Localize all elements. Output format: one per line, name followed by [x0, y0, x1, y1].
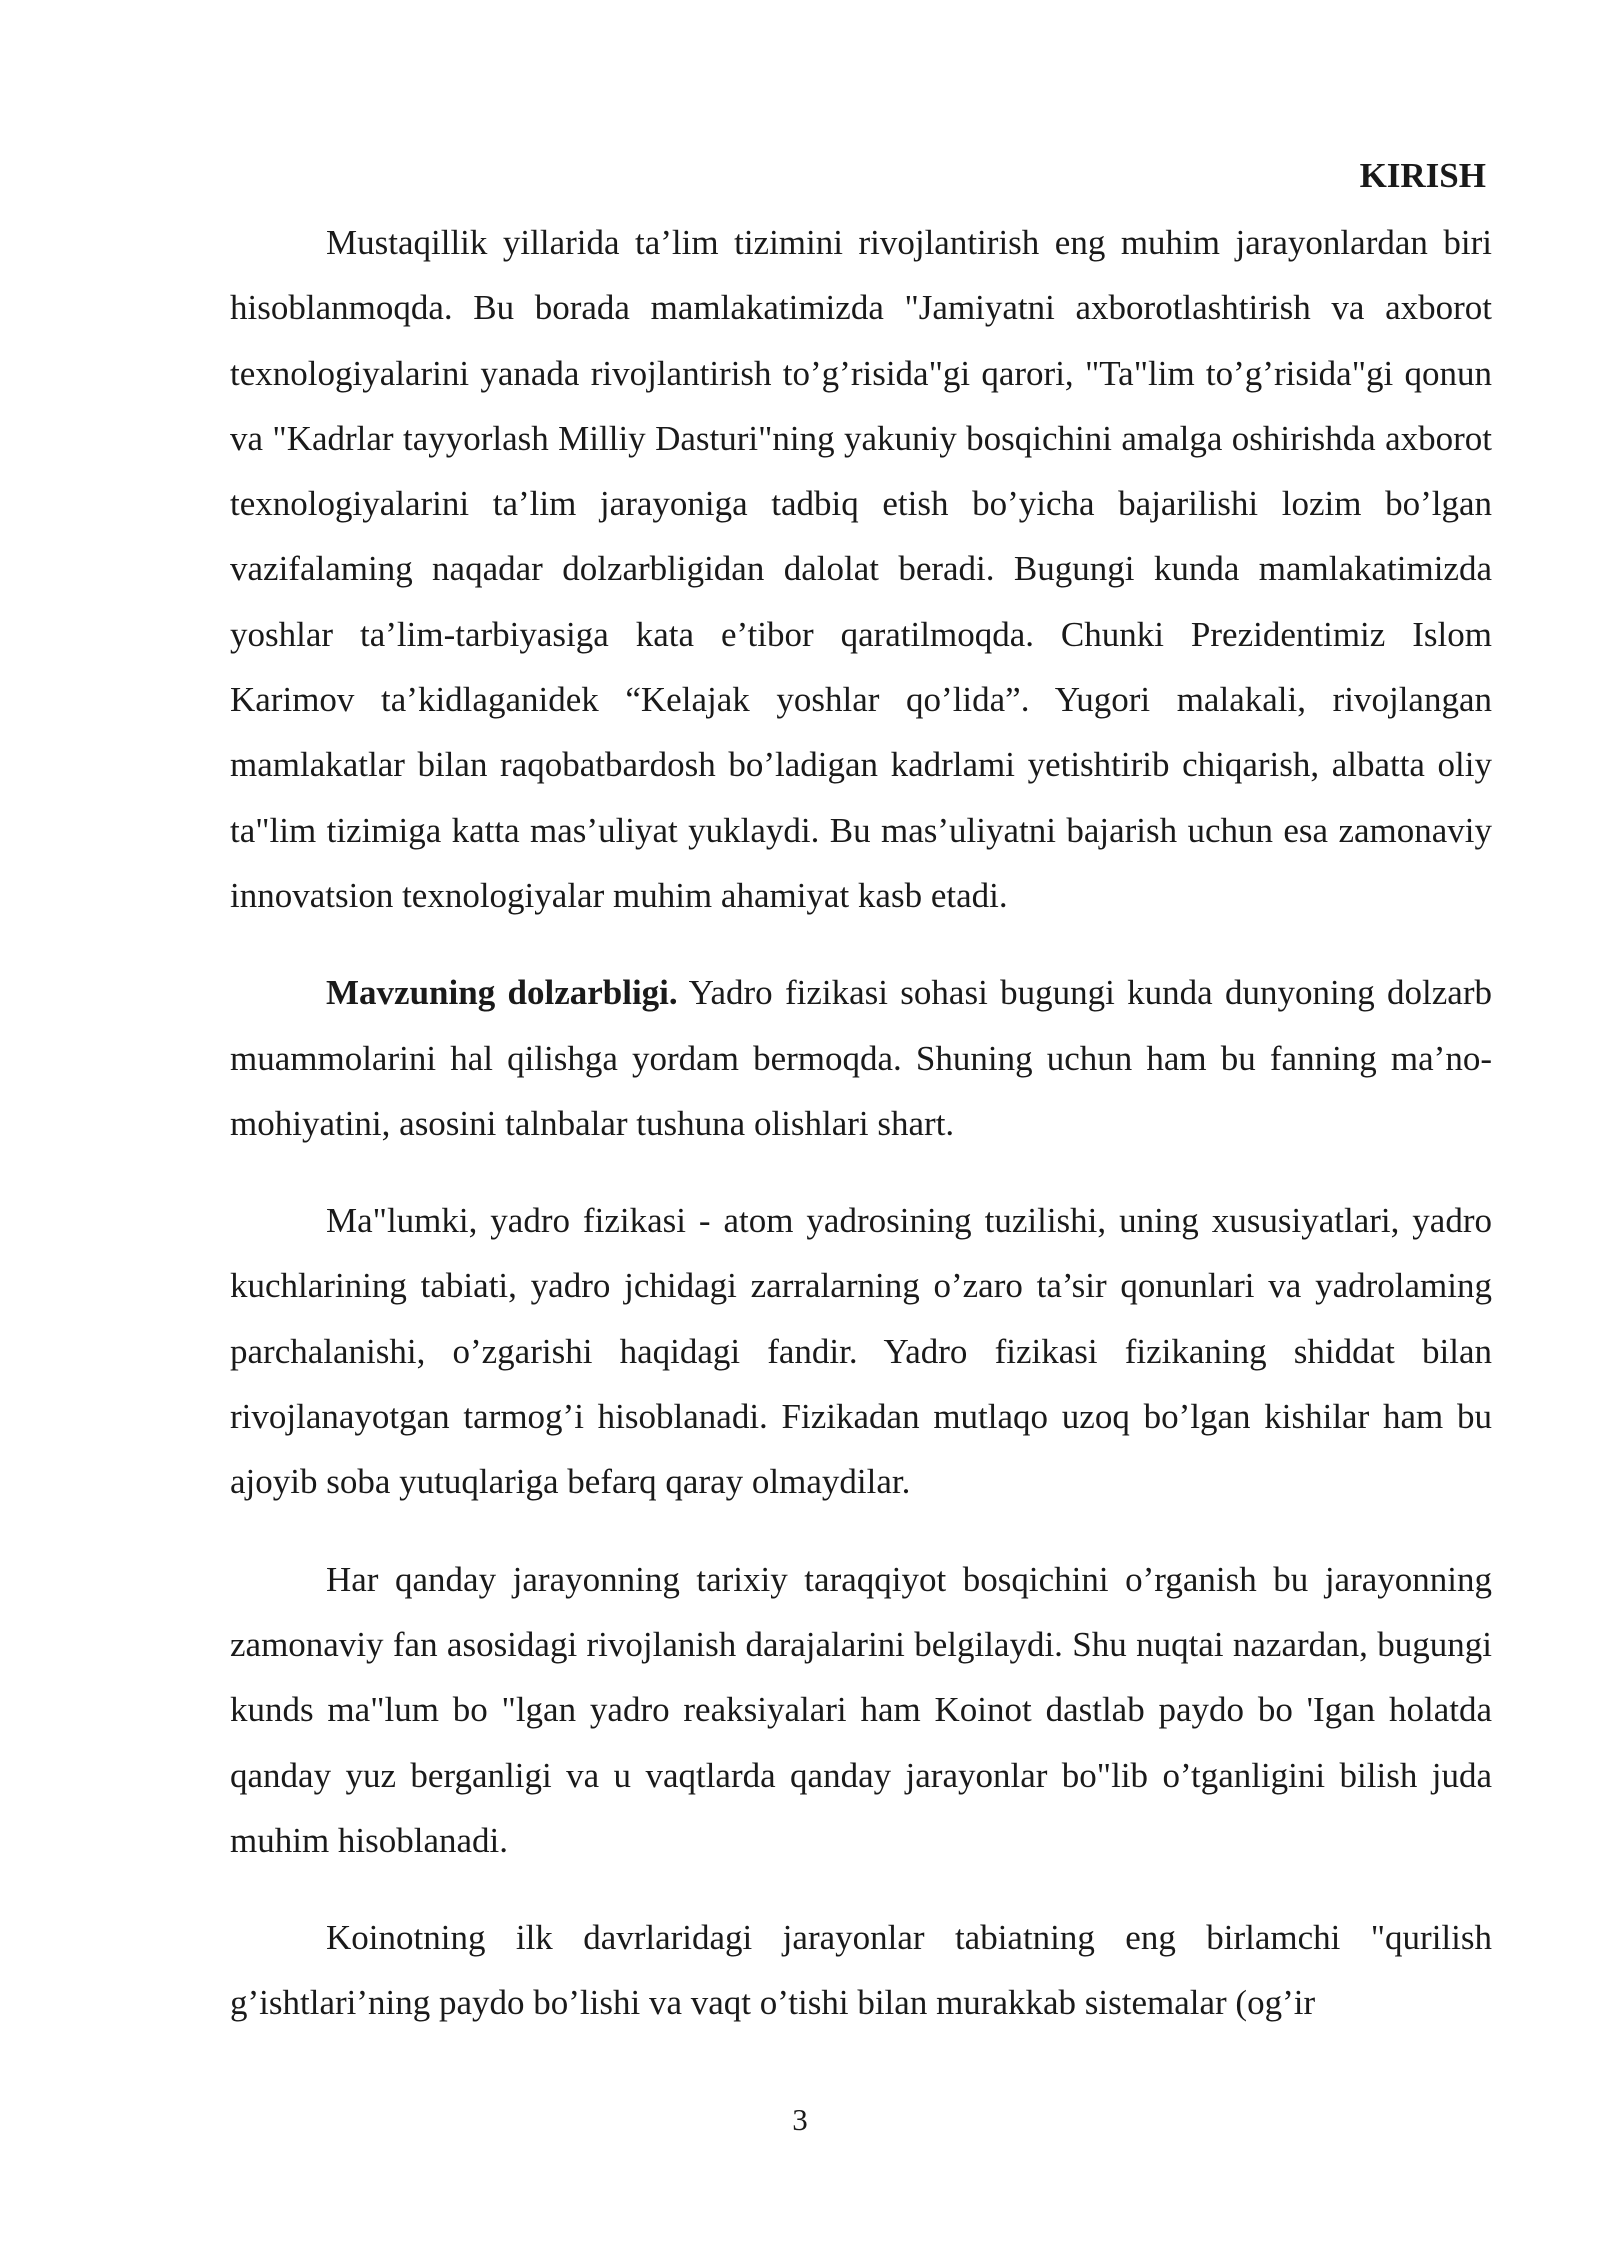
paragraph-intro — [230, 210, 1492, 928]
paragraph-text: Yadro fizikasi sohasi bugungi kunda dunyoning dolzarb muammolarini hal qilishga yordam bermoqda. Shuning uchun ham bu fanning ma’no-mohiyatini, asosini talnbalar tushuna olishlari shart. — [230, 973, 1492, 1143]
page-number: 3 — [792, 2102, 808, 2137]
paragraph-history — [230, 1547, 1492, 1873]
paragraph-universe — [230, 1905, 1492, 2036]
page-body — [230, 150, 1492, 2068]
section-heading: KIRISH — [1359, 156, 1486, 195]
paragraph-lead-bold: Mavzuning dolzarbligi. — [326, 973, 678, 1013]
paragraph-text: Koinotning ilk davrlaridagi jarayonlar tabiatning eng birlamchi "qurilish g’ishtlari’ning paydo bo’lishi va vaqt o’tishi bilan murakkab sistemalar (og’ir — [230, 1918, 1492, 2023]
paragraph-text: Har qanday jarayonning tarixiy taraqqiyot bosqichini o’rganish bu jarayonning zamonaviy fan asosidagi rivojlanish darajalarini belgilaydi. Shu nuqtai nazardan, bugungi kunds ma"lum bo "lgan yadro reaksiyalari ham Koinot dastlab paydo bo 'Igan holatda qanday yuz berganligi va u vaqtlarda qanday jarayonlar bo"lib o’tganligini bilish juda muhim hisoblanadi. — [230, 1559, 1492, 1860]
paragraph-text: Ma"lumki, yadro fizikasi - atom yadrosining tuzilishi, uning xususiyatlari, yadro kuchlarining tabiati, yadro jchidagi zarralarning o’zaro ta’sir qonunlari va yadrolaming parchalanishi, o’zgarishi haqidagi fandir. Yadro fizikasi fizikaning shiddat bilan rivojlanayotgan tarmog’i hisoblanadi. Fizikadan mutlaqo uzoq bo’lgan kishilar ham bu ajoyib soba yutuqlariga befarq qaray olmaydilar. — [230, 1201, 1492, 1502]
paragraph-nuclear-physics — [230, 1188, 1492, 1514]
paragraph-relevance — [230, 960, 1492, 1156]
paragraph-text: Mustaqillik yillarida ta’lim tizimini rivojlantirish eng muhim jarayonlardan biri hisoblanmoqda. Bu borada mamlakatimizda "Jamiyatni axborotlashtirish va axborot texnologiyalarini yanada rivojlantirish to’g’risida"gi qarori, "Ta"lim to’g’risida"gi qonun va "Kadrlar tayyorlash Milliy Dasturi"ning yakuniy bosqichini amalga oshirishda axborot texnologiyalarini ta’lim jarayoniga tadbiq etish bo’yicha bajarilishi lozim bo’lgan vazifalaming naqadar dolzarbligidan dalolat beradi. Bugungi kunda mamlakatimizda yoshlar ta’lim-tarbiyasiga kata e’tibor qaratilmoqda. Chunki Prezidentimiz Islom Karimov ta’kidlaganidek “Kelajak yoshlar qo’lida”. Yugori malakali, rivojlangan mamlakatlar bilan raqobatbardosh bo’ladigan kadrlami yetishtirib chiqarish, albatta oliy ta"lim tizimiga katta mas’uliyat yuklaydi. Bu mas’uliyatni bajarish uchun esa zamonaviy innovatsion texnologiyalar muhim ahamiyat kasb etadi. — [230, 223, 1492, 915]
